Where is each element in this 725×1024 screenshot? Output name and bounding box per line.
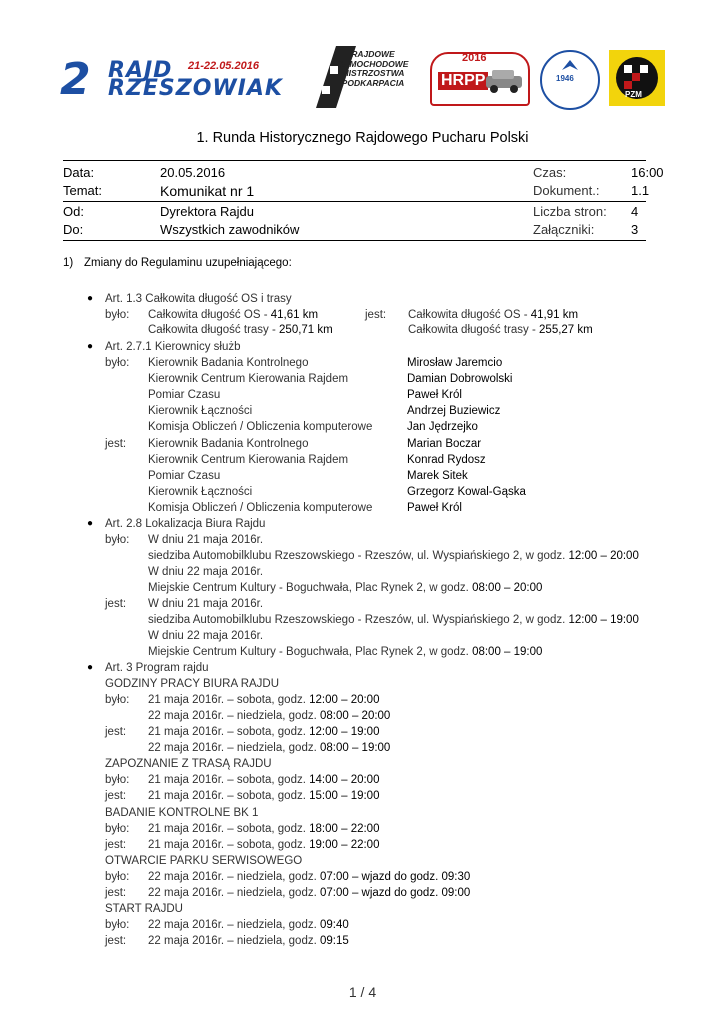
- art271-old-label: było:: [105, 357, 130, 369]
- rsmp-logo: [316, 46, 416, 108]
- art13-heading: Art. 1.3 Całkowita długość OS i trasy: [105, 293, 292, 305]
- art28-new-day1: W dniu 21 maja 2016r.: [148, 598, 264, 610]
- page-number: 1 / 4: [348, 984, 377, 1000]
- header-from-value: Dyrektora Rajdu: [160, 204, 254, 219]
- bullet-icon: ●: [87, 662, 94, 673]
- header-date-label: Data:: [63, 165, 95, 180]
- art13-old-trasa: Całkowita długość trasy - 250,71 km: [148, 324, 333, 336]
- art271-role: Kierownik Centrum Kierowania Rajdem: [148, 454, 349, 466]
- header-time-label: Czas:: [533, 165, 567, 180]
- rally-logo: [60, 52, 300, 105]
- rally-logo-number: 2: [60, 54, 91, 105]
- art271-role: Kierownik Łączności: [148, 486, 253, 498]
- automobilklub-logo-year: 1946: [556, 74, 574, 83]
- art13-new-trasa: Całkowita długość trasy - 255,27 km: [408, 324, 593, 336]
- art271-old-name: Jan Jędrzejko: [407, 421, 478, 433]
- art3-biuro-title: GODZINY PRACY BIURA RAJDU: [105, 678, 280, 690]
- art13-old-trasa-value: 250,71 km: [279, 324, 333, 336]
- header-pages-label: Liczba stron:: [533, 204, 607, 219]
- art3-park-old-label: było:: [105, 871, 130, 883]
- art28-new-loc2: Miejskie Centrum Kultury - Boguchwała, Plac Rynek 2, w godz. 08:00 – 19:00: [148, 646, 543, 658]
- art271-role: Kierownik Łączności: [148, 405, 253, 417]
- header-attachments-label: Załączniki:: [533, 222, 595, 237]
- art3-biuro-old-sat: 21 maja 2016r. – sobota, godz. 12:00 – 20:00: [148, 694, 380, 706]
- header-top-rule: [63, 160, 646, 161]
- art271-heading: Art. 2.7.1 Kierownicy służb: [105, 341, 241, 353]
- art3-start-old: 22 maja 2016r. – niedziela, godz. 09:40: [148, 919, 349, 931]
- bullet-icon: ●: [87, 518, 94, 529]
- automobilklub-logo: [540, 50, 600, 110]
- rally-logo-dates: 21-22.05.2016: [188, 60, 259, 72]
- art3-park-new-label: jest:: [105, 887, 127, 899]
- art13-old-label: było:: [105, 309, 130, 321]
- art3-biuro-new-sun: 22 maja 2016r. – niedziela, godz. 08:00 – 19:00: [148, 742, 391, 754]
- car-icon: [484, 68, 524, 94]
- art3-start-new-label: jest:: [105, 935, 127, 947]
- art3-start-title: START RAJDU: [105, 903, 183, 915]
- art271-new-name: Paweł Król: [407, 502, 462, 514]
- art13-new-os: Całkowita długość OS - 41,91 km: [408, 309, 579, 321]
- art271-old-name: Paweł Król: [407, 389, 462, 401]
- art28-new-loc1: siedziba Automobilklubu Rzeszowskiego - Rzeszów, ul. Wyspiańskiego 2, w godz. 12:00 – 19:00: [148, 614, 639, 626]
- header-subject-value: Komunikat nr 1: [160, 183, 255, 199]
- header-time-value: 16:00: [631, 165, 664, 180]
- header-bottom-rule: [63, 240, 646, 241]
- art13-new-trasa-value: 255,27 km: [539, 324, 593, 336]
- art13-old-os: Całkowita długość OS - 41,61 km: [148, 309, 319, 321]
- pzm-logo: [609, 50, 665, 106]
- art3-start-old-label: było:: [105, 919, 130, 931]
- art271-old-name: Damian Dobrowolski: [407, 373, 513, 385]
- art271-old-name: Andrzej Buziewicz: [407, 405, 501, 417]
- hrpp-logo: [430, 52, 530, 106]
- header-to-value: Wszystkich zawodników: [160, 222, 300, 237]
- pzm-logo-text: PZM: [625, 90, 642, 99]
- art3-biuro-old-sun: 22 maja 2016r. – niedziela, godz. 08:00 – 20:00: [148, 710, 391, 722]
- art3-start-new: 22 maja 2016r. – niedziela, godz. 09:15: [148, 935, 349, 947]
- header-pages-value: 4: [631, 204, 639, 219]
- header-to-label: Do:: [63, 222, 84, 237]
- art3-bk-new-label: jest:: [105, 839, 127, 851]
- bullet-icon: ●: [87, 341, 94, 352]
- art271-role: Pomiar Czasu: [148, 470, 221, 482]
- art28-old-loc1: siedziba Automobilklubu Rzeszowskiego - Rzeszów, ul. Wyspiańskiego 2, w godz. 12:00 – 20:00: [148, 550, 639, 562]
- art3-park-new: 22 maja 2016r. – niedziela, godz. 07:00 – wjazd do godz. 09:00: [148, 887, 471, 899]
- art271-new-name: Marek Sitek: [407, 470, 468, 482]
- header-document-value: 1.1: [631, 183, 650, 198]
- rally-logo-word2: RZESZOWIAK: [108, 76, 283, 101]
- art271-role: Kierownik Badania Kontrolnego: [148, 357, 309, 369]
- art28-new-day2: W dniu 22 maja 2016r.: [148, 630, 264, 642]
- art3-biuro-new-sat: 21 maja 2016r. – sobota, godz. 12:00 – 19:00: [148, 726, 380, 738]
- art3-biuro-old-label: było:: [105, 694, 130, 706]
- art3-park-old: 22 maja 2016r. – niedziela, godz. 07:00 – wjazd do godz. 09:30: [148, 871, 471, 883]
- art3-zap-new-label: jest:: [105, 790, 127, 802]
- art13-old-os-value: 41,61 km: [270, 309, 319, 321]
- art271-new-name: Marian Boczar: [407, 438, 482, 450]
- header-attachments-value: 3: [631, 222, 639, 237]
- art3-zap-old-label: było:: [105, 774, 130, 786]
- art3-bk-new: 21 maja 2016r. – sobota, godz. 19:00 – 22:00: [148, 839, 380, 851]
- header-document-label: Dokument.:: [533, 183, 600, 198]
- art271-role: Kierownik Centrum Kierowania Rajdem: [148, 373, 349, 385]
- section-number: 1): [63, 257, 74, 269]
- art271-new-name: Konrad Rydosz: [407, 454, 486, 466]
- header-from-label: Od:: [63, 204, 84, 219]
- art3-bk-old-label: było:: [105, 823, 130, 835]
- header-middle-rule: [63, 201, 646, 202]
- art28-old-label: było:: [105, 534, 130, 546]
- art3-biuro-new-label: jest:: [105, 726, 127, 738]
- hrpp-logo-name: HRPP: [438, 72, 488, 90]
- hrpp-logo-year: 2016: [462, 52, 487, 64]
- header-date-value: 20.05.2016: [160, 165, 226, 180]
- art3-zap-title: ZAPOZNANIE Z TRASĄ RAJDU: [105, 758, 272, 770]
- art3-heading: Art. 3 Program rajdu: [105, 662, 209, 674]
- art28-heading: Art. 2.8 Lokalizacja Biura Rajdu: [105, 518, 266, 530]
- art3-bk-old: 21 maja 2016r. – sobota, godz. 18:00 – 22:00: [148, 823, 380, 835]
- art3-bk-title: BADANIE KONTROLNE BK 1: [105, 807, 259, 819]
- header-subject-label: Temat:: [63, 183, 103, 198]
- bullet-icon: ●: [87, 293, 94, 304]
- art13-new-label: jest:: [365, 309, 387, 321]
- art28-old-loc2: Miejskie Centrum Kultury - Boguchwała, Plac Rynek 2, w godz. 08:00 – 20:00: [148, 582, 543, 594]
- art271-old-name: Mirosław Jaremcio: [407, 357, 503, 369]
- art271-role: Komisja Obliczeń / Obliczenia komputerowe: [148, 502, 373, 514]
- art271-role: Pomiar Czasu: [148, 389, 221, 401]
- art3-zap-new: 21 maja 2016r. – sobota, godz. 15:00 – 19:00: [148, 790, 380, 802]
- art3-park-title: OTWARCIE PARKU SERWISOWEGO: [105, 855, 303, 867]
- art271-role: Komisja Obliczeń / Obliczenia komputerowe: [148, 421, 373, 433]
- art13-new-os-value: 41,91 km: [530, 309, 579, 321]
- art271-new-label: jest:: [105, 438, 127, 450]
- art28-old-day2: W dniu 22 maja 2016r.: [148, 566, 264, 578]
- art3-zap-old: 21 maja 2016r. – sobota, godz. 14:00 – 20:00: [148, 774, 380, 786]
- rsmp-logo-text: RAJDOWE SAMOCHODOWE MISTRZOSTWA PODKARPACIA: [337, 49, 409, 88]
- art28-old-day1: W dniu 21 maja 2016r.: [148, 534, 264, 546]
- rally-logo-word1: RAJD: [108, 58, 173, 83]
- page-title: 1. Runda Historycznego Rajdowego Pucharu Polski: [196, 130, 529, 146]
- art271-role: Kierownik Badania Kontrolnego: [148, 438, 309, 450]
- art271-new-name: Grzegorz Kowal-Gąska: [407, 486, 526, 498]
- section-title: Zmiany do Regulaminu uzupełniającego:: [84, 257, 292, 269]
- art28-new-label: jest:: [105, 598, 127, 610]
